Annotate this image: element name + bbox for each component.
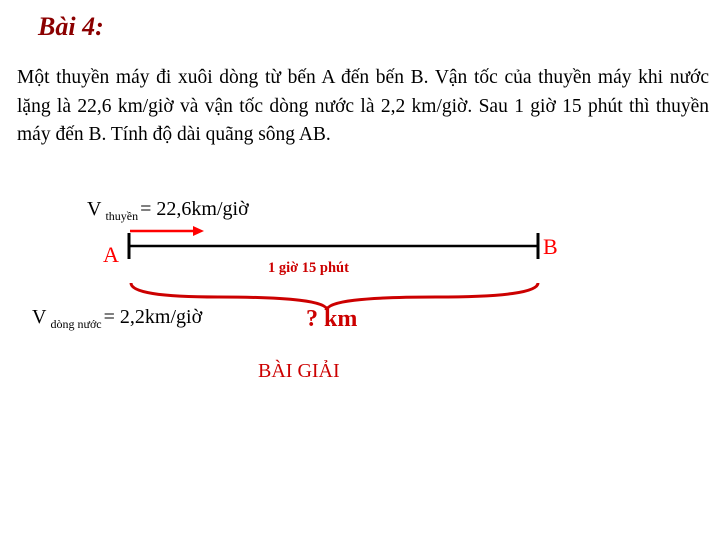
exercise-title: Bài 4: bbox=[38, 12, 104, 41]
river-velocity-value: = 2,2km/giờ bbox=[103, 306, 203, 328]
time-label: 1 giờ 15 phút bbox=[268, 260, 349, 276]
river-velocity-label bbox=[32, 306, 202, 332]
boat-direction-arrowhead bbox=[193, 226, 204, 236]
solution-heading: BÀI GIẢI bbox=[258, 360, 340, 382]
boat-velocity-label bbox=[87, 198, 249, 224]
point-b-label: B bbox=[543, 234, 558, 259]
river-velocity-subscript: dòng nước bbox=[50, 317, 102, 331]
boat-velocity-value: = 22,6km/giờ bbox=[140, 198, 249, 220]
river-velocity-symbol: V bbox=[32, 306, 47, 328]
boat-velocity-subscript: thuyền bbox=[105, 209, 139, 223]
point-a-label: A bbox=[103, 242, 119, 267]
problem-statement: Một thuyền máy đi xuôi dòng từ bến A đến bến B. Vận tốc của thuyền máy khi nước lặng là 22,6 km/giờ và vận tốc dòng nước là 2,2 km/giờ. Sau 1 giờ 15 phút thì thuyền máy đến B. Tính độ dài quãng sông AB. bbox=[17, 67, 709, 146]
boat-velocity-symbol: V bbox=[87, 198, 102, 220]
distance-question-label: ? km bbox=[306, 306, 358, 332]
